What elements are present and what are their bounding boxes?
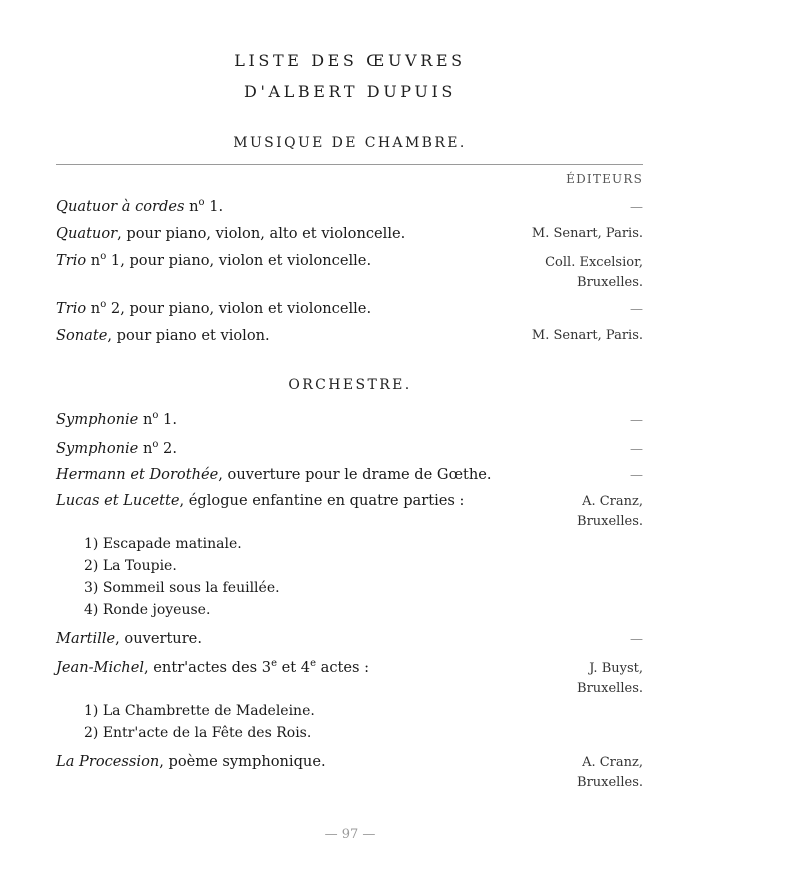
work-title: Quatuor à cordes [56, 198, 185, 215]
work-description: , ouverture pour le drame de Gœthe. [218, 466, 492, 483]
work-entry: Trio $n^o$ 2, pour piano, violon et violoncelle. [56, 299, 372, 317]
work-title: Hermann et Dorothée [56, 466, 219, 483]
publisher: M. Senart, Paris. [531, 328, 643, 343]
work-entry: Jean-Michel, entr'actes des 3e et 4e actes : [56, 658, 370, 676]
work-description: , ouverture. [115, 630, 202, 647]
work-entry [56, 327, 270, 344]
horizontal-rule [56, 164, 643, 165]
work-title: Sonate [56, 327, 108, 344]
work-description: , poème symphonique. [159, 753, 326, 770]
publisher-dash: — [630, 468, 643, 483]
page-number: — 97 — [324, 827, 376, 842]
work-title: Lucas et Lucette [56, 492, 180, 509]
publisher: A. Cranz, Bruxelles. [577, 494, 643, 529]
work-entry [56, 492, 464, 509]
page-title-line-1: LISTE DES ŒUVRES [234, 51, 466, 70]
work-title: Trio [56, 300, 87, 317]
work-entry: Symphonie $n^o$ 1. [56, 410, 177, 428]
list-item: 1) La Chambrette de Madeleine. [84, 703, 315, 719]
work-title: Symphonie [56, 440, 139, 457]
publisher: A. Cranz, Bruxelles. [577, 755, 643, 790]
work-description: , pour piano, violon et violoncelle. [120, 252, 372, 269]
work-entry [56, 630, 202, 647]
work-description: , églogue enfantine en quatre parties : [179, 492, 465, 509]
work-title: Trio [56, 252, 87, 269]
list-item: 1) Escapade matinale. [84, 536, 242, 552]
work-title: Quatuor [56, 225, 118, 242]
publisher: J. Buyst, Bruxelles. [577, 661, 643, 696]
list-item: 4) Ronde joyeuse. [84, 602, 211, 618]
work-title: Jean-Michel [56, 659, 145, 676]
publisher-dash: — [630, 413, 643, 428]
page-title-line-2: D'ALBERT DUPUIS [244, 82, 456, 101]
publisher: M. Senart, Paris. [531, 226, 643, 241]
work-title: Martille [56, 630, 116, 647]
publisher-dash: — [630, 442, 643, 457]
publisher-dash: — [630, 302, 643, 317]
publisher: Coll. Excelsior, Bruxelles. [545, 255, 643, 290]
work-entry [56, 466, 492, 483]
work-entry [56, 225, 405, 242]
publisher-dash: — [630, 200, 643, 215]
work-description: , pour piano, violon et violoncelle. [120, 300, 372, 317]
publisher-dash: — [630, 632, 643, 647]
work-description: , pour piano et violon. [107, 327, 270, 344]
work-description: , pour piano, violon, alto et violoncelle. [117, 225, 406, 242]
work-title: La Procession [56, 753, 160, 770]
work-entry: Trio $n^o$ 1, pour piano, violon et violoncelle. [56, 251, 372, 269]
work-entry: Symphonie $n^o$ 2. [56, 439, 177, 457]
list-item: 3) Sommeil sous la feuillée. [84, 580, 280, 596]
work-entry [56, 753, 326, 770]
list-item: 2) Entr'acte de la Fête des Rois. [84, 725, 312, 741]
column-header-publishers: ÉDITEURS [566, 172, 643, 186]
work-title: Symphonie [56, 411, 139, 428]
work-entry: Quatuor à cordes $n^o$ 1. [56, 197, 224, 215]
list-item: 2) La Toupie. [84, 558, 177, 574]
section-heading-orchestra: ORCHESTRE. [288, 377, 412, 393]
section-heading-chamber: MUSIQUE DE CHAMBRE. [233, 135, 467, 151]
